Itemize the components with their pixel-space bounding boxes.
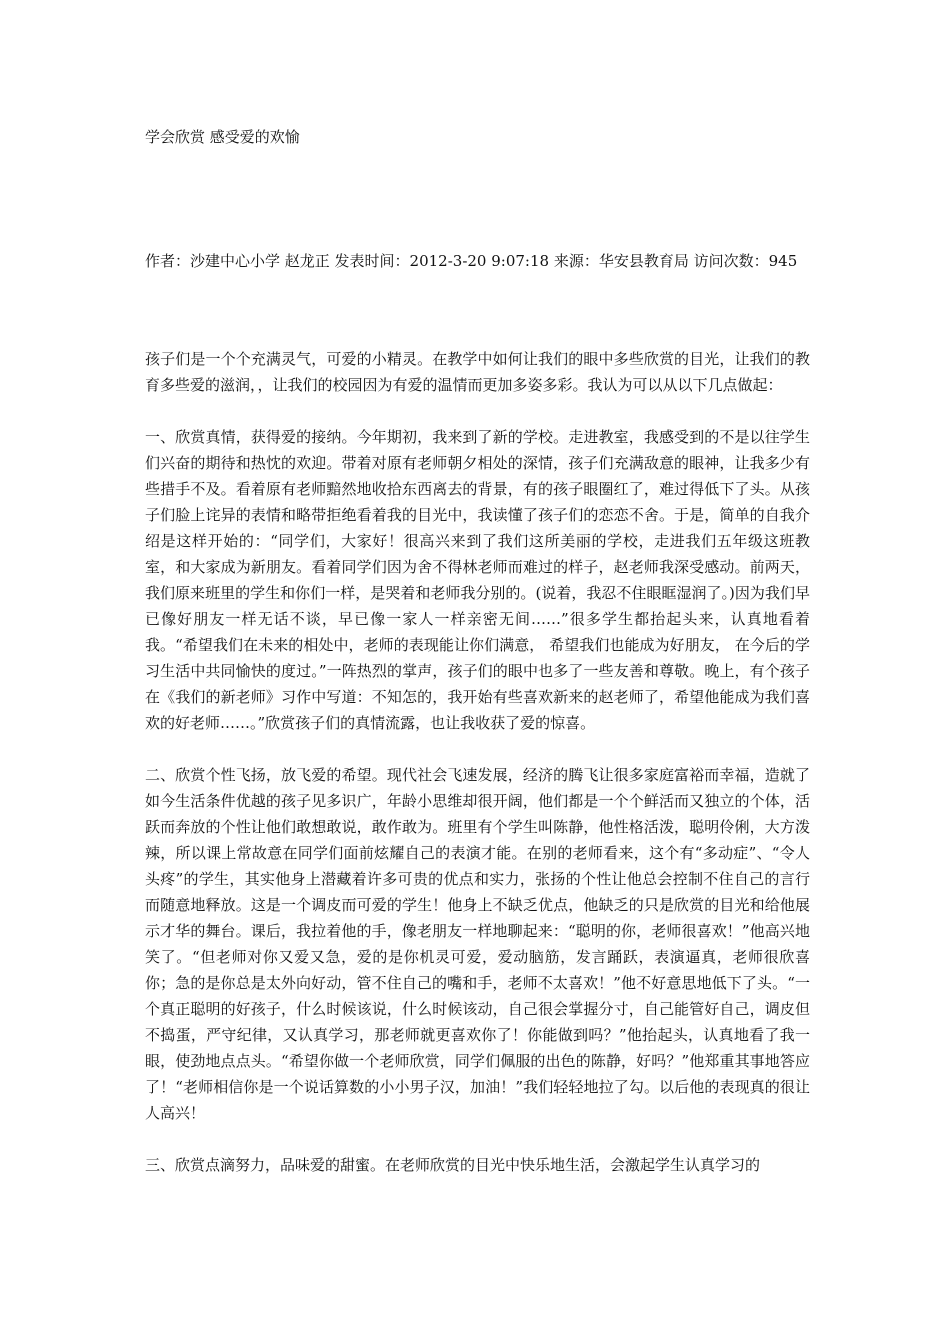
article-title: 学会欣赏 感受爱的欢愉 <box>145 128 300 146</box>
paragraph-section-1: 一、欣赏真情，获得爱的接纳。今年期初，我来到了新的学校。走进教室，我感受到的不是以往学生们兴奋的期待和热忱的欢迎。带着对原有老师朝夕相处的深情，孩子们充满敌意的眼神，让我多少有些措手不及。看着原有老师黯然地收拾东西离去的背景，有的孩子眼圈红了，难过得低下了头。从孩子们脸上诧异的表情和略带拒绝看着我的目光中，我读懂了孩子们的恋恋不舍。于是，简单的自我介绍是这样开始的：“同学们，大家好！很高兴来到了我们这所美丽的学校，走进我们五年级这班教室，和大家成为新朋友。看着同学们因为舍不得林老师而难过的样子，赵老师我深受感动。前两天，我们原来班里的学生和你们一样，是哭着和老师我分别的。(说着，我忍不住眼眶湿润了。)因为我们早已像好朋友一样无话不谈，早已像一家人一样亲密无间……”很多学生都抬起头来，认真地看着我。“希望我们在未来的相处中，老师的表现能让你们满意， 希望我们也能成为好朋友， 在今后的学习生活中共同愉快的度过。”一阵热烈的掌声，孩子们的眼中也多了一些友善和尊敬。晚上，有个孩子在《我们的新老师》习作中写道：不知怎的，我开始有些喜欢新来的赵老师了，希望他能成为我们喜欢的好老师……。”欣赏孩子们的真情流露，也让我收获了爱的惊喜。 <box>145 428 810 732</box>
paragraph-intro: 孩子们是一个个充满灵气，可爱的小精灵。在教学中如何让我们的眼中多些欣赏的目光，让我们的教育多些爱的滋润，，让我们的校园因为有爱的温情而更加多姿多彩。我认为可以从以下几点做起： <box>145 350 810 394</box>
article-body <box>145 346 810 1204</box>
paragraph-section-3: 三、欣赏点滴努力，品味爱的甜蜜。在老师欣赏的目光中快乐地生活，会激起学生认真学习的 <box>145 1156 761 1174</box>
paragraph-section-2: 二、欣赏个性飞扬，放飞爱的希望。现代社会飞速发展，经济的腾飞让很多家庭富裕而幸福，造就了如今生活条件优越的孩子见多识广，年龄小思维却很开阔，他们都是一个个鲜活而又独立的个体，活跃而奔放的个性让他们敢想敢说，敢作敢为。班里有个学生叫陈静，他性格活泼，聪明伶俐，大方泼辣，所以课上常故意在同学们面前炫耀自己的表演才能。在别的老师看来，这个有“多动症”、“令人头疼”的学生，其实他身上潜藏着许多可贵的优点和实力，张扬的个性让他总会控制不住自己的言行而随意地释放。这是一个调皮而可爱的学生！他身上不缺乏优点，他缺乏的只是欣赏的目光和给他展示才华的舞台。课后，我拉着他的手，像老朋友一样地聊起来：“聪明的你，老师很喜欢！”他高兴地笑了。“但老师对你又爱又急，爱的是你机灵可爱，爱动脑筋，发言踊跃，表演逼真，老师很欣喜你；急的是你总是太外向好动，管不住自己的嘴和手，老师不太喜欢！”他不好意思地低下了头。“一个真正聪明的好孩子，什么时候该说，什么时候该动，自己很会掌握分寸，自己能管好自己，调皮但不捣蛋，严守纪律，又认真学习，那老师就更喜欢你了！你能做到吗？”他抬起头，认真地看了我一眼，使劲地点点头。“希望你做一个老师欣赏，同学们佩服的出色的陈静，好吗？”他郑重其事地答应了！“老师相信你是一个说话算数的小小男子汉，加油！”我们轻轻地拉了勾。以后他的表现真的很让人高兴！ <box>145 766 810 1122</box>
article-meta: 作者：沙建中心小学 赵龙正 发表时间：2012-3-20 9:07:18 来源：华安县教育局 访问次数：945 <box>145 252 798 270</box>
